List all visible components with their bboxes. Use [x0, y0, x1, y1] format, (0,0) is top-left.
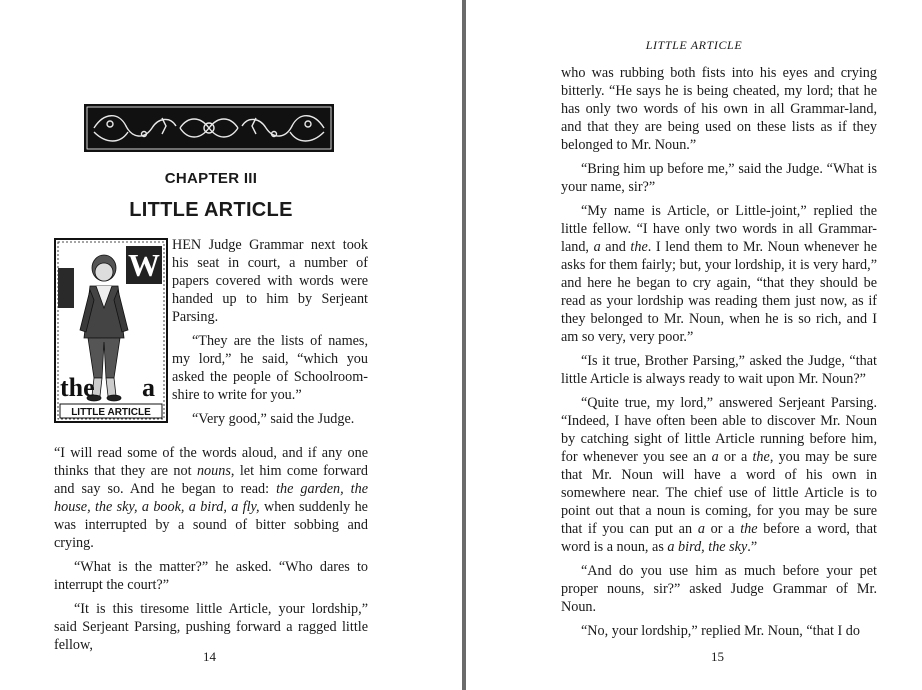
dropcap-banner: LITTLE ARTICLE — [71, 407, 151, 418]
paragraph: “I will read some of the words aloud, and if any one thinks that they are not nouns, let him come forward and say so. And he began to read: the garden, the house, the sky, a book, a bird, a fly, when suddenly he was interrupted by a sound of bitter sobbing and crying. — [54, 445, 368, 551]
paragraph: “Bring him up before me,” said the Judge. “What is your name, sir?” — [561, 161, 877, 195]
paragraph: “Very good,” said the Judge. — [192, 411, 355, 427]
paragraph: who was rubbing both fists into his eyes and crying bitterly. “He says he is being cheated, my lord; that he has only two words of his own in all Grammar-land, and that they are being used on these lists as if they belonged to Mr. Noun.” — [561, 65, 877, 153]
chapter-title: LITTLE ARTICLE — [129, 199, 293, 221]
dropcap-word-the: the — [60, 373, 95, 402]
paragraph: “It is this tiresome little Article, your lordship,” said Serjeant Parsing, pushing forward a ragged little fellow, — [54, 601, 368, 653]
paragraph: HEN Judge Grammar next took his seat in court, a number of papers covered with words were handed up to him by Serjeant Parsing. — [172, 237, 368, 325]
dropcap-letter: W — [128, 247, 160, 283]
page-number: 15 — [711, 649, 724, 664]
running-head: LITTLE ARTICLE — [645, 38, 743, 52]
paragraph: “No, your lordship,” replied Mr. Noun, “that I do — [581, 623, 860, 639]
paragraph: “Quite true, my lord,” answered Serjeant Parsing. “Indeed, I have often been able to discover Mr. Noun by catching sight of little Article running before him, for whenever you see an a or a the, you may be sure that Mr. Noun will have a word of his own in somewhere near. The chief use of little Article is to point out that a noun is coming, for you may be sure that if you can put an a or a the before a word, that word is a noun, as a bird, the sky.” — [561, 395, 877, 555]
paragraph: “They are the lists of names, my lord,” he said, “which you asked the people of Schoolroom-shire to write for you.” — [172, 333, 368, 403]
paragraph: “And do you use him as much before your pet proper nouns, sir?” asked Judge Grammar of Mr. Noun. — [561, 563, 877, 615]
body-text-block — [561, 64, 877, 646]
page-number: 14 — [203, 649, 216, 664]
dropcap-word-a: a — [142, 373, 155, 402]
paragraph: “Is it true, Brother Parsing,” asked the Judge, “that little Article is always ready to wait upon Mr. Noun?” — [561, 353, 877, 387]
paragraph: “What is the matter?” he asked. “Who dares to interrupt the court?” — [54, 559, 368, 593]
full-width-text-block — [54, 444, 368, 660]
illustrated-dropcap — [54, 238, 168, 423]
paragraph: “My name is Article, or Little-joint,” replied the little fellow. “I have only two words in all Grammar-land, a and the. I lend them to Mr. Noun whenever he asks for them fairly; but, your lordship, it is very hard,” and here he began to cry again, “that they should be read as your lordship was reading them just now, as if they belonged to Mr. Noun, when he is so rich, and I am so very, very poor.” — [561, 203, 877, 345]
wrapped-text-block — [172, 236, 368, 428]
decorative-header-ornament — [84, 104, 334, 152]
chapter-number: CHAPTER III — [164, 170, 258, 187]
right-page — [466, 0, 922, 690]
